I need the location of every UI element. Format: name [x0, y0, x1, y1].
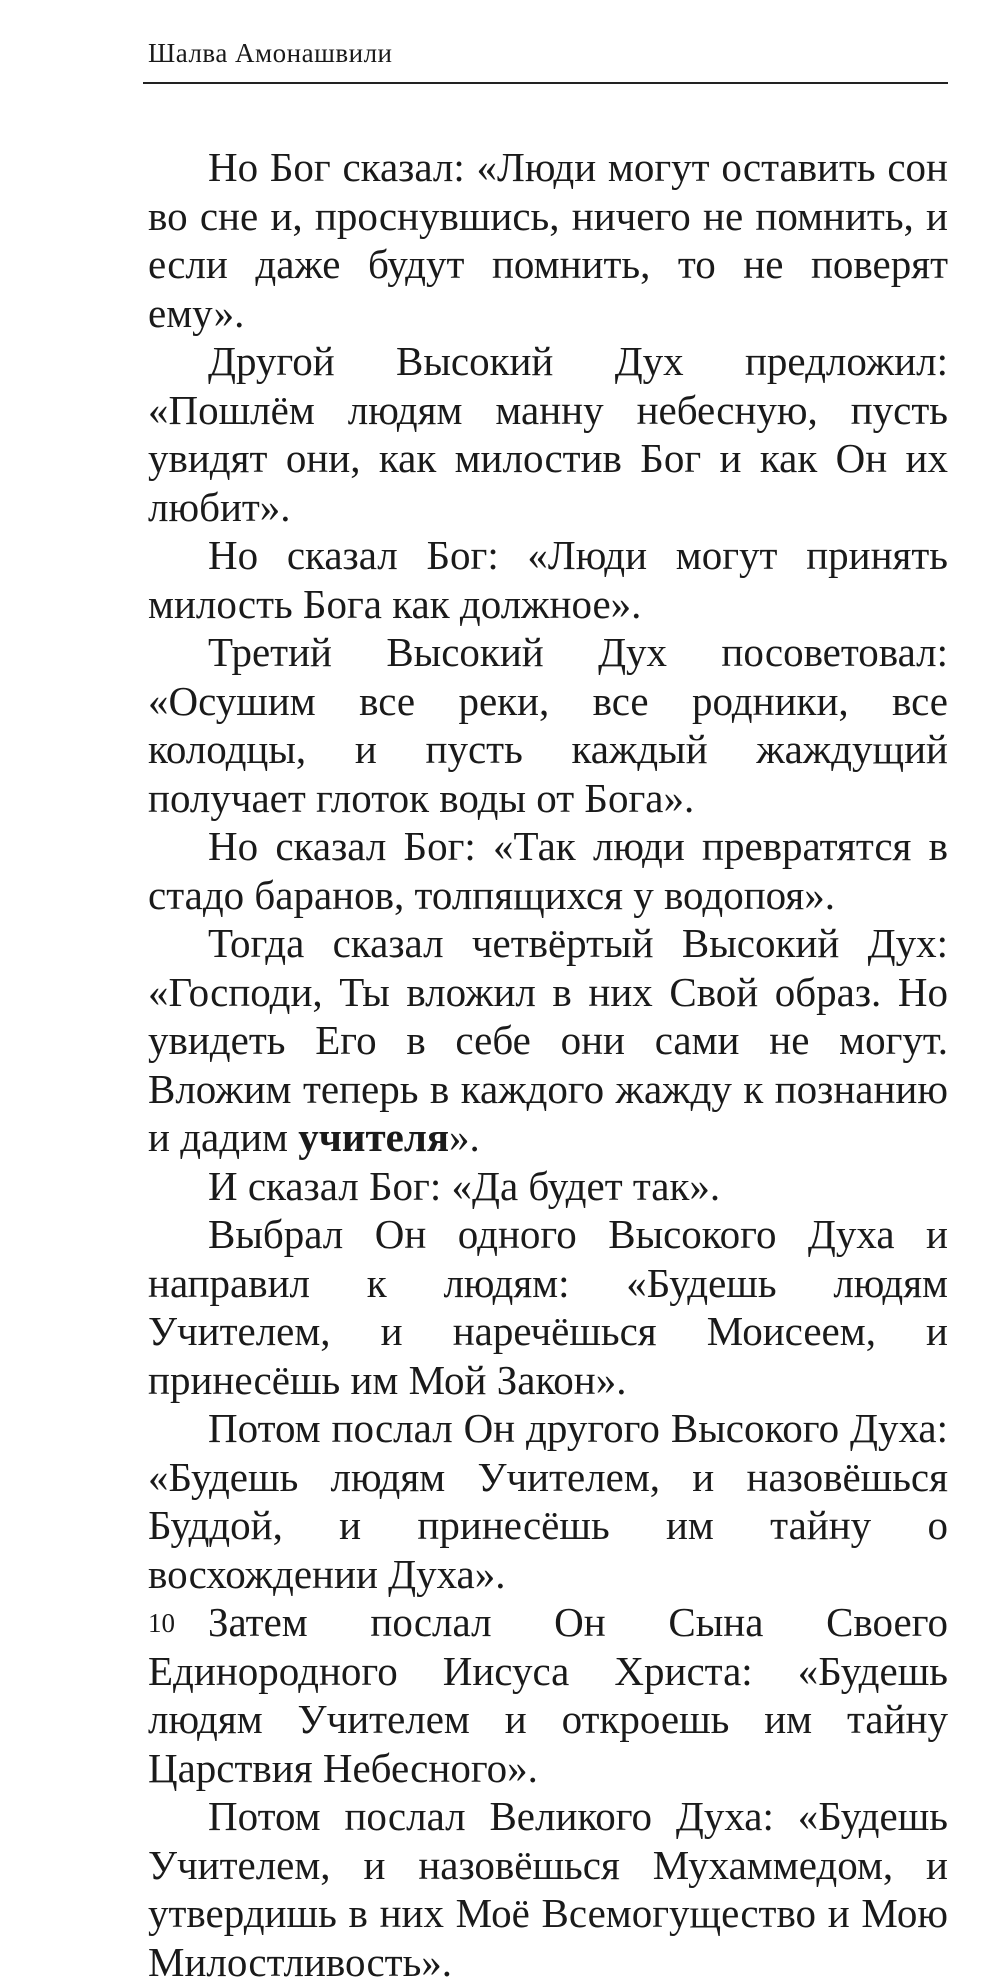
paragraph: Третий Высокий Дух посоветовал: «Осушим все реки, все родники, все колодцы, и пусть каждый жаждущий получает глоток воды от Бога». — [148, 629, 948, 821]
paragraph — [148, 919, 948, 1162]
header-rule — [143, 82, 948, 84]
running-head: Шалва Амонашвили — [148, 38, 393, 68]
paragraph: Но Бог сказал: «Люди могут оставить сон во сне и, проснувшись, ничего не помнить, и если даже будут помнить, то не поверят ему». — [148, 144, 948, 336]
paragraph: Но сказал Бог: «Люди могут принять милость Бога как должное». — [148, 532, 948, 627]
paragraph: Выбрал Он одного Высокого Духа и направил к людям: «Будешь людям Учителем, и наречёшься Моисеем, и принесёшь им Мой Закон». — [148, 1211, 948, 1403]
paragraph-text: Тогда сказал четвёртый Высокий Дух: «Господи, Ты вложил в них Свой образ. Но увидеть Его в себе они сами не могут. Вложим теперь в каждого жажду к познанию и дадим — [148, 920, 948, 1160]
paragraph: Потом послал Великого Духа: «Будешь Учителем, и назовёшься Мухаммедом, и утвердишь в них Моё Всемогущество и Мою Милостливость». — [148, 1793, 948, 1985]
paragraph: Потом послал Он другого Высокого Духа: «Будешь людям Учителем, и назовёшься Буддой, и принесёшь им тайну о восхождении Духа». — [148, 1405, 948, 1597]
page-number: 10 — [148, 1608, 175, 1638]
page-body — [148, 143, 948, 1986]
paragraph: Затем послал Он Сына Своего Единородного Иисуса Христа: «Будешь людям Учителем и откроешь им тайну Царствия Небесного». — [148, 1599, 948, 1791]
paragraph: И сказал Бог: «Да будет так». — [208, 1162, 721, 1209]
paragraph: Другой Высокий Дух предложил: «Пошлём людям манну небесную, пусть увидят они, как милостив Бог и как Он их любит». — [148, 338, 948, 530]
paragraph: Но сказал Бог: «Так люди превратятся в стадо баранов, толпящихся у водопоя». — [148, 823, 948, 918]
paragraph-text-end: ». — [449, 1114, 480, 1160]
emphasis-word: учителя — [298, 1114, 450, 1160]
